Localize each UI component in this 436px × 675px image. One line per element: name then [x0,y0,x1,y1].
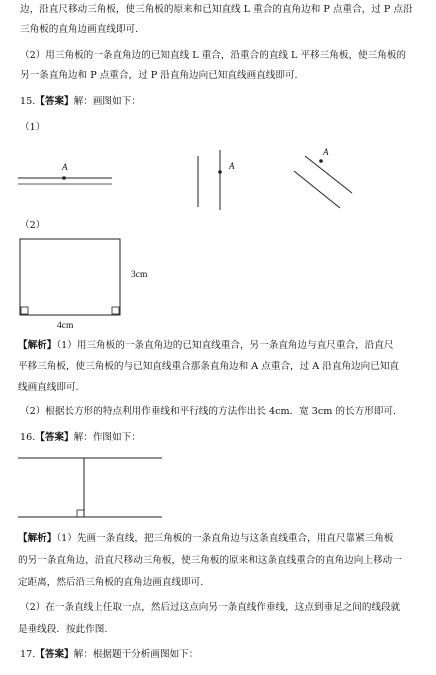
point-a-label: A [62,162,68,172]
q16-analysis-line-5: 是垂线段．按此作图. [18,624,108,635]
rect-width-label: 4cm [57,321,74,331]
q17-answer-tag: 【答案】 [35,649,74,660]
q16-answer-tag: 【答案】 [35,432,74,443]
q15-analysis-line-4: （2）根据长方形的特点利用作垂线和平行线的方法作出长 4cm．宽 3cm 的长方形即可. [20,406,397,417]
q17-answer-text: 解：根据题干分析画图如下： [73,649,199,660]
q15-analysis-tag: 【解析】 [18,340,57,351]
q16-analysis-line-1: 【解析】（1）先画一条直线，把三角板的一条直角边与这条直线重合，用直尺靠紧三角板 [18,533,394,544]
q17-number: 17. [20,649,36,660]
q15-analysis-line-1: 【解析】（1）用三角板的一条直角边的已知直线重合，另一条直角边与直尺重合，沿直尺 [18,340,394,351]
q14-text-line-3: （2）用三角板的一条直角边的已知直线 L 重合，沿重合的直线 L 平移三角板，使三角板的 [20,50,407,61]
point-a-label: A [229,161,235,171]
q16-analysis-line-2: 的另一条直角边，沿直尺移动三角板，使三角板的原来和这条直线重合的直角边向上移动一 [18,555,402,566]
q14-text-line-4: 另一条直角边和 P 点重合，过 P 沿直角边向已知直线画直线即可. [20,70,298,81]
q15-answer-tag: 【答案】 [35,96,74,107]
q16-answer-text: 解：作图如下： [73,432,141,443]
q17-answer-line [20,649,198,661]
q15-part2-label: （2） [20,220,46,231]
q15-answer-text: 解：画图如下： [73,96,141,107]
q15-number: 15. [20,96,36,107]
q16-analysis-tag: 【解析】 [18,533,57,544]
q15-analysis-line-3: 线画直线即可. [18,382,79,393]
q16-number: 16. [20,432,36,443]
rect-height-label: 3cm [131,270,148,280]
q14-text-line-1: 边，沿直尺移动三角板，使三角板的原来和已知直线 L 重合的直角边和 P 点重合，过 P 点沿 [20,4,413,15]
q16-analysis-line-3: 定距离，然后沿三角板的直角边画直线即可. [18,577,204,588]
q16-analysis-line-4: （2）在一条直线上任取一点，然后过这点向另一条直线作垂线，这点到垂足之间的线段就 [20,602,401,613]
q14-text-line-2: 三角板的直角边画直线即可. [20,24,139,35]
right-angle-mark [77,510,84,517]
q15-part1-label: （1） [20,122,46,133]
q15-analysis-line-2: 平移三角板，使三角板的与已知直线重合那条直角边和 A 点重合，过 A 沿直角边向已知直 [18,361,400,372]
point-a-label: A [323,147,329,157]
